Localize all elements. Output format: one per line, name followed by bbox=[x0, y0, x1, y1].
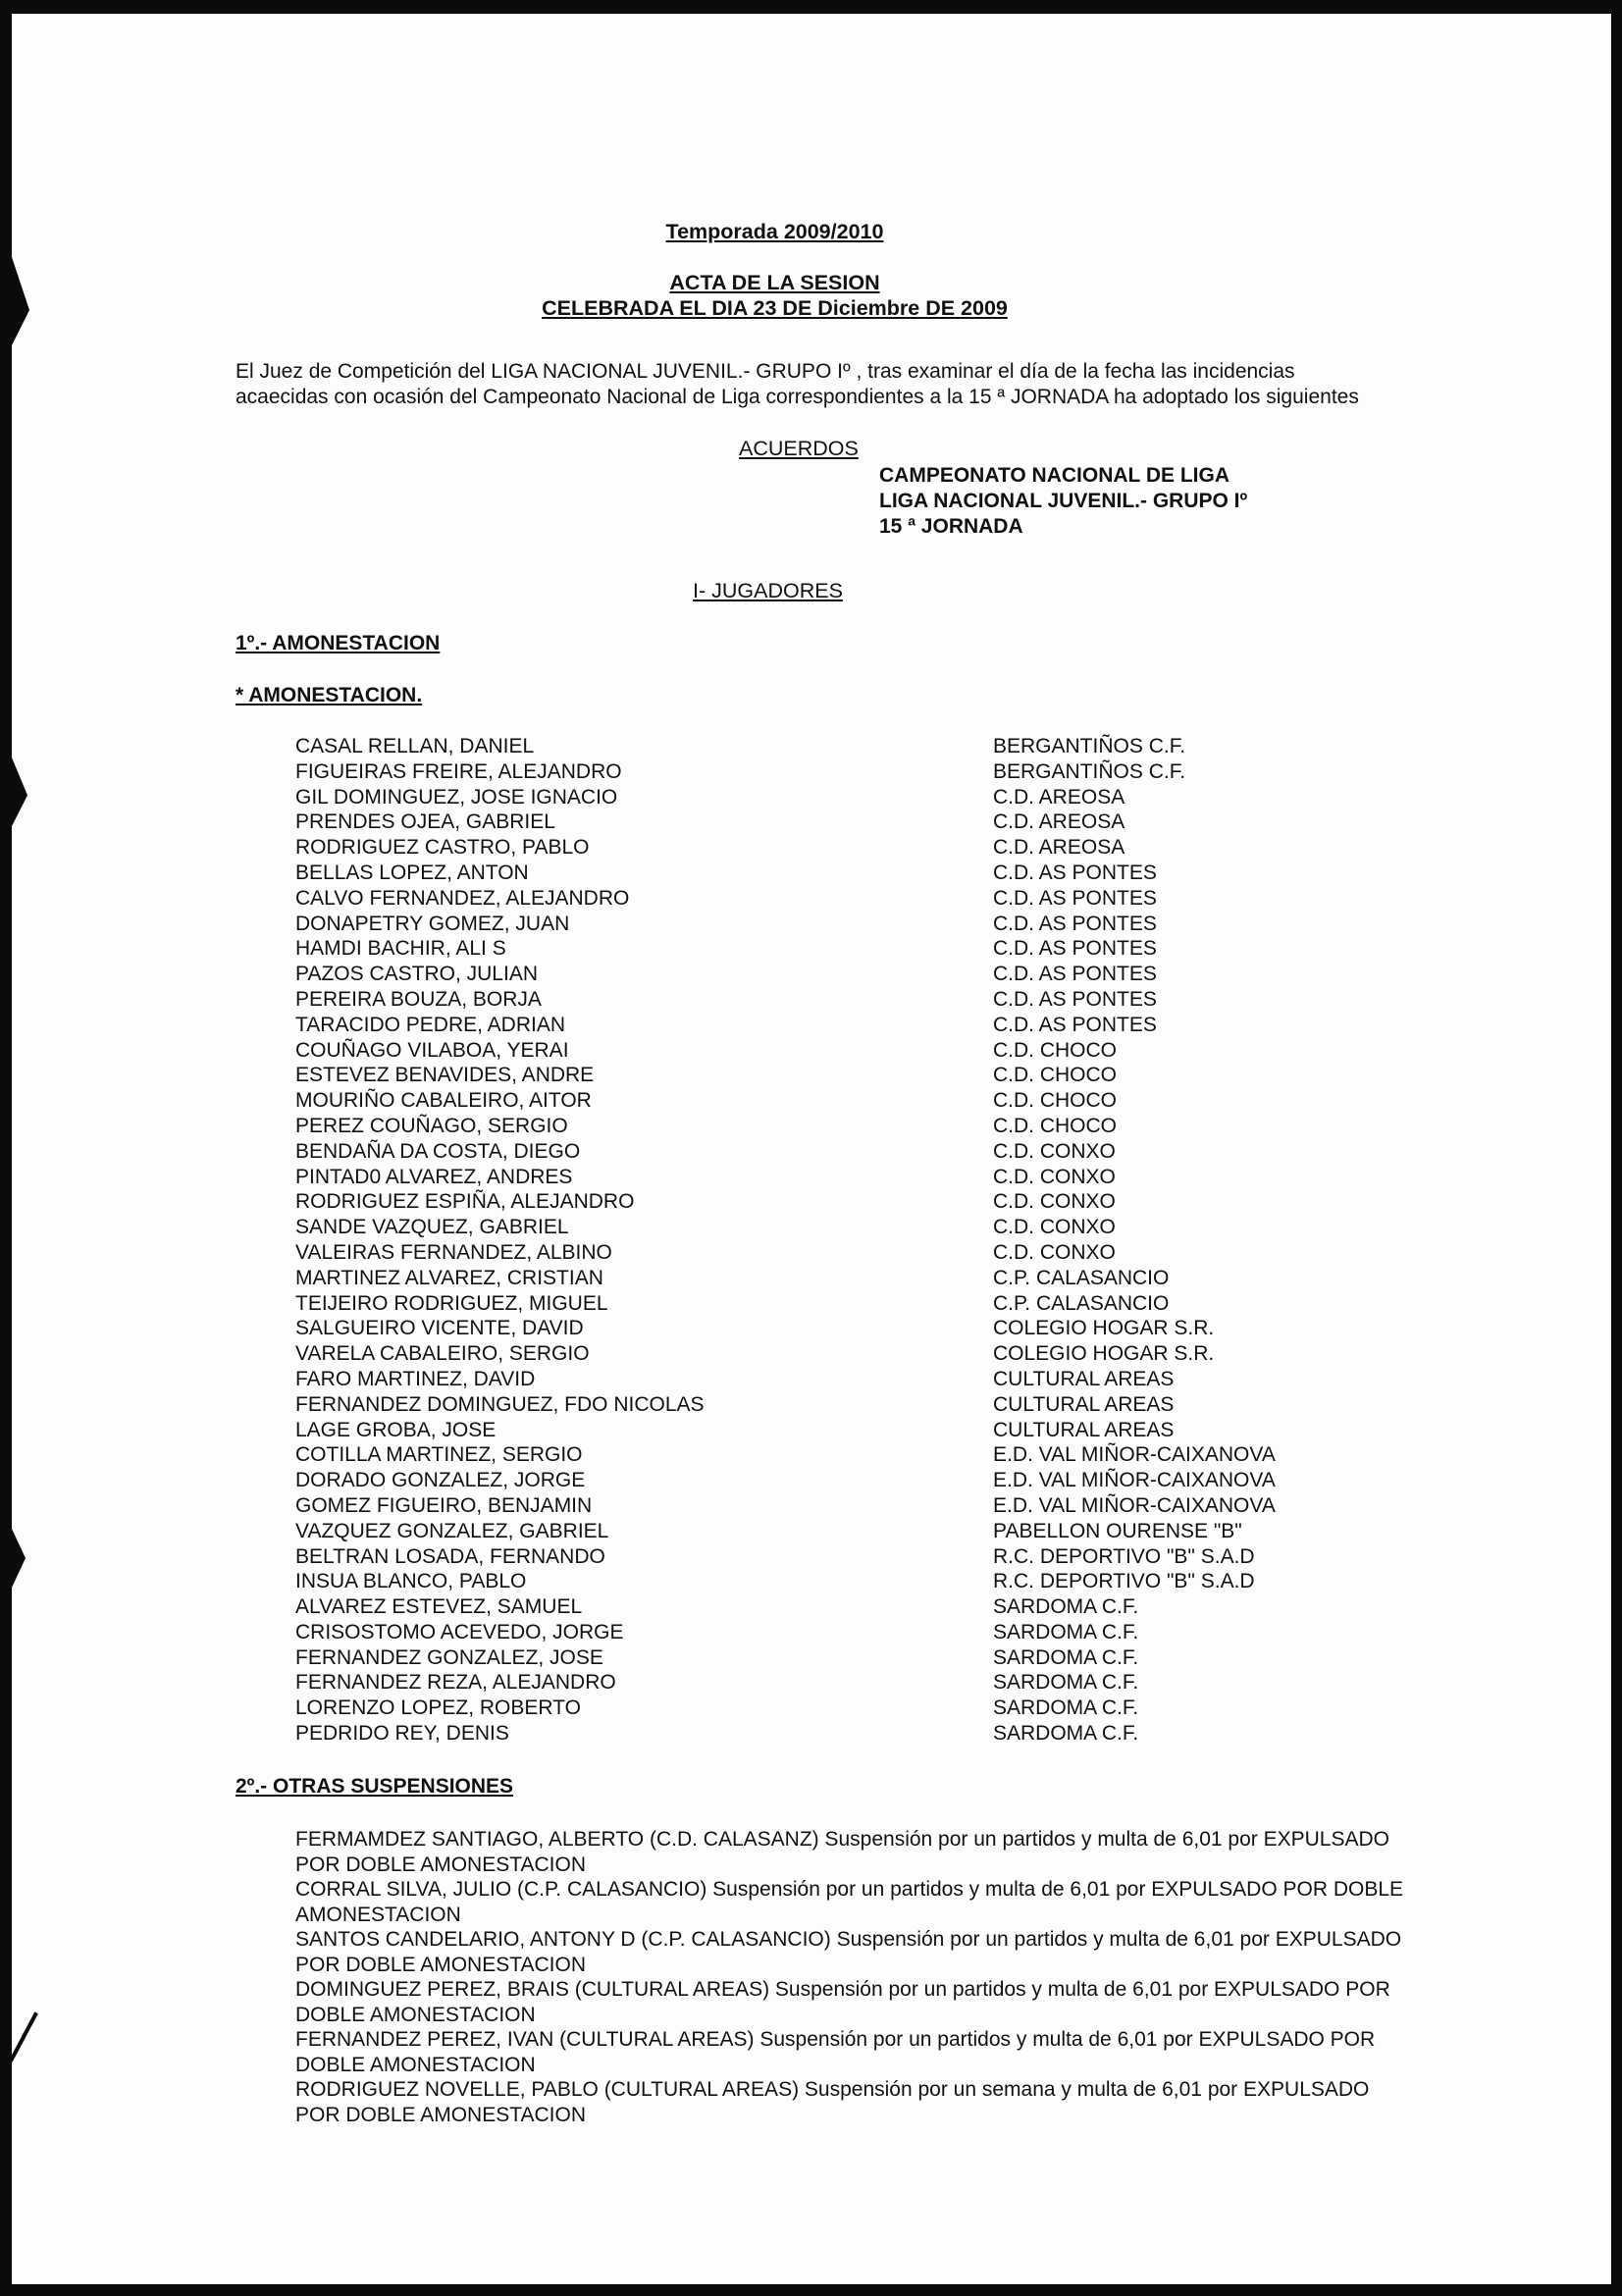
club-name: COLEGIO HOGAR S.R. bbox=[993, 1342, 1215, 1366]
club-name: C.D. AS PONTES bbox=[993, 886, 1157, 910]
player-name: MOURIÑO CABALEIRO, AITOR bbox=[295, 1089, 592, 1113]
player-name: SANDE VAZQUEZ, GABRIEL bbox=[295, 1216, 569, 1239]
club-name: COLEGIO HOGAR S.R. bbox=[993, 1317, 1215, 1340]
table-row bbox=[295, 861, 1375, 886]
section-2-title: 2º.- OTRAS SUSPENSIONES bbox=[235, 1775, 514, 1798]
suspension-line: FERMAMDEZ SANTIAGO, ALBERTO (C.D. CALASANZ) Suspensión por un partidos y multa de 6,01 por EXPULSADO bbox=[295, 1828, 1389, 1851]
club-name: C.D. CHOCO bbox=[993, 1064, 1117, 1087]
player-name: BELTRAN LOSADA, FERNANDO bbox=[295, 1544, 605, 1568]
table-row bbox=[295, 1645, 1375, 1671]
table-row bbox=[295, 1341, 1375, 1367]
player-name: MARTINEZ ALVAREZ, CRISTIAN bbox=[295, 1266, 603, 1289]
table-row bbox=[295, 1165, 1375, 1190]
table-row bbox=[295, 1442, 1375, 1468]
club-name: CULTURAL AREAS bbox=[993, 1367, 1175, 1390]
table-row bbox=[295, 1670, 1375, 1696]
player-name: CASAL RELLAN, DANIEL bbox=[295, 735, 535, 757]
table-row bbox=[295, 1544, 1375, 1570]
suspension-line: DOBLE AMONESTACION bbox=[295, 2053, 536, 2076]
club-name: C.D. CHOCO bbox=[993, 1038, 1117, 1062]
table-row bbox=[295, 1189, 1375, 1215]
player-name: DONAPETRY GOMEZ, JUAN bbox=[295, 912, 570, 935]
club-name: CULTURAL AREAS bbox=[993, 1418, 1175, 1441]
table-row bbox=[295, 1013, 1375, 1038]
player-name: HAMDI BACHIR, ALI S bbox=[295, 937, 506, 961]
championship-line: 15 ª JORNADA bbox=[879, 515, 1023, 538]
table-row bbox=[295, 1063, 1375, 1088]
player-name: PEREZ COUÑAGO, SERGIO bbox=[295, 1114, 568, 1137]
player-name: CALVO FERNANDEZ, ALEJANDRO bbox=[295, 886, 630, 910]
suspension-line: POR DOBLE AMONESTACION bbox=[295, 1852, 586, 1876]
table-row bbox=[295, 1519, 1375, 1544]
player-name: INSUA BLANCO, PABLO bbox=[295, 1570, 527, 1593]
club-name: CULTURAL AREAS bbox=[993, 1392, 1175, 1416]
suspension-line: FERNANDEZ PEREZ, IVAN (CULTURAL AREAS) Suspensión por un partidos y multa de 6,01 por EXPULSADO POR bbox=[295, 2028, 1376, 2051]
document-page bbox=[12, 14, 1611, 2284]
intro-line: acaecidas con ocasión del Campeonato Nacional de Liga correspondientes a la 15 ª JORNADA ha adoptado los siguientes bbox=[235, 386, 1359, 408]
table-row bbox=[295, 1620, 1375, 1645]
table-row bbox=[295, 936, 1375, 962]
table-row bbox=[295, 1240, 1375, 1266]
club-name: E.D. VAL MIÑOR-CAIXANOVA bbox=[993, 1443, 1276, 1467]
player-name: FIGUEIRAS FREIRE, ALEJANDRO bbox=[295, 759, 622, 783]
player-name: CRISOSTOMO ACEVEDO, JORGE bbox=[295, 1620, 624, 1644]
player-name: FERNANDEZ REZA, ALEJANDRO bbox=[295, 1671, 616, 1695]
club-name: SARDOMA C.F. bbox=[993, 1671, 1139, 1695]
suspension-line: RODRIGUEZ NOVELLE, PABLO (CULTURAL AREAS) Suspensión por un semana y multa de 6,01 por EXPULSADO bbox=[295, 2078, 1370, 2101]
suspensiones-list bbox=[295, 1827, 1512, 2127]
table-row bbox=[295, 835, 1375, 861]
player-name: PEREIRA BOUZA, BORJA bbox=[295, 987, 542, 1011]
table-row bbox=[295, 886, 1375, 912]
player-name: LORENZO LOPEZ, ROBERTO bbox=[295, 1696, 581, 1720]
club-name: PABELLON OURENSE "B" bbox=[993, 1519, 1242, 1542]
club-name: C.D. AS PONTES bbox=[993, 912, 1157, 935]
player-name: TARACIDO PEDRE, ADRIAN bbox=[295, 1013, 565, 1036]
player-name: ESTEVEZ BENAVIDES, ANDRE bbox=[295, 1064, 595, 1087]
player-name: FARO MARTINEZ, DAVID bbox=[295, 1367, 536, 1390]
club-name: C.D. AS PONTES bbox=[993, 861, 1157, 884]
player-name: FERNANDEZ DOMINGUEZ, FDO NICOLAS bbox=[295, 1392, 705, 1416]
acta-title: ACTA DE LA SESION bbox=[669, 271, 880, 294]
club-name: C.D. CHOCO bbox=[993, 1089, 1117, 1113]
club-name: R.C. DEPORTIVO "B" S.A.D bbox=[993, 1544, 1255, 1568]
suspension-line: POR DOBLE AMONESTACION bbox=[295, 1953, 586, 1976]
intro-line: El Juez de Competición del LIGA NACIONAL JUVENIL.- GRUPO Iº , tras examinar el día de la fecha las incidencias bbox=[235, 360, 1295, 383]
club-name: R.C. DEPORTIVO "B" S.A.D bbox=[993, 1570, 1255, 1593]
table-row bbox=[295, 1291, 1375, 1317]
player-name: RODRIGUEZ CASTRO, PABLO bbox=[295, 836, 590, 860]
player-name: DORADO GONZALEZ, JORGE bbox=[295, 1469, 586, 1492]
acta-subtitle: CELEBRADA EL DIA 23 DE Diciembre DE 2009 bbox=[542, 296, 1008, 320]
player-name: VARELA CABALEIRO, SERGIO bbox=[295, 1342, 590, 1366]
player-name: SALGUEIRO VICENTE, DAVID bbox=[295, 1317, 584, 1340]
player-name: TEIJEIRO RODRIGUEZ, MIGUEL bbox=[295, 1291, 608, 1315]
player-name: COUÑAGO VILABOA, YERAI bbox=[295, 1038, 569, 1062]
suspension-line: CORRAL SILVA, JULIO (C.P. CALASANCIO) Suspensión por un partidos y multa de 6,01 por EXPULSADO POR DOBLE bbox=[295, 1878, 1404, 1901]
club-name: BERGANTIÑOS C.F. bbox=[993, 735, 1186, 757]
suspension-line: SANTOS CANDELARIO, ANTONY D (C.P. CALASANCIO) Suspensión por un partidos y multa de 6,01 por EXPULSADO bbox=[295, 1928, 1402, 1951]
club-name: SARDOMA C.F. bbox=[993, 1696, 1139, 1720]
acuerdos-heading: ACUERDOS bbox=[739, 437, 859, 460]
club-name: SARDOMA C.F. bbox=[993, 1722, 1139, 1746]
club-name: C.D. AS PONTES bbox=[993, 1013, 1157, 1036]
table-row bbox=[295, 1215, 1375, 1240]
club-name: C.D. AREOSA bbox=[993, 810, 1125, 834]
player-name: VAZQUEZ GONZALEZ, GABRIEL bbox=[295, 1519, 609, 1542]
table-row bbox=[295, 1114, 1375, 1139]
club-name: SARDOMA C.F. bbox=[993, 1595, 1139, 1619]
club-name: C.D. CONXO bbox=[993, 1165, 1116, 1188]
table-row bbox=[295, 1569, 1375, 1594]
club-name: C.D. AS PONTES bbox=[993, 937, 1157, 961]
table-row bbox=[295, 785, 1375, 810]
player-name: LAGE GROBA, JOSE bbox=[295, 1418, 497, 1441]
table-row bbox=[295, 962, 1375, 987]
table-row bbox=[295, 1316, 1375, 1341]
table-row bbox=[295, 1418, 1375, 1443]
suspension-line: DOMINGUEZ PEREZ, BRAIS (CULTURAL AREAS) Suspensión por un partidos y multa de 6,01 por EXPULSADO POR bbox=[295, 1978, 1390, 2001]
suspension-line: AMONESTACION bbox=[295, 1903, 461, 1926]
suspension-line: POR DOBLE AMONESTACION bbox=[295, 2103, 586, 2126]
table-row bbox=[295, 987, 1375, 1013]
table-row bbox=[295, 759, 1375, 785]
player-name: PINTAD0 ALVAREZ, ANDRES bbox=[295, 1165, 573, 1188]
table-row bbox=[295, 1266, 1375, 1291]
table-row bbox=[295, 1392, 1375, 1418]
club-name: C.P. CALASANCIO bbox=[993, 1266, 1170, 1289]
table-row bbox=[295, 809, 1375, 835]
club-name: SARDOMA C.F. bbox=[993, 1620, 1139, 1644]
player-name: BENDAÑA DA COSTA, DIEGO bbox=[295, 1139, 581, 1163]
suspension-line: DOBLE AMONESTACION bbox=[295, 2003, 536, 2026]
club-name: E.D. VAL MIÑOR-CAIXANOVA bbox=[993, 1469, 1276, 1492]
club-name: C.D. CHOCO bbox=[993, 1114, 1117, 1137]
table-row bbox=[295, 1088, 1375, 1114]
club-name: C.D. CONXO bbox=[993, 1190, 1116, 1214]
table-row bbox=[295, 1468, 1375, 1493]
championship-block bbox=[879, 463, 1247, 540]
player-name: ALVAREZ ESTEVEZ, SAMUEL bbox=[295, 1595, 583, 1619]
table-row bbox=[295, 1139, 1375, 1165]
club-name: C.D. AREOSA bbox=[993, 836, 1125, 860]
club-name: C.D. CONXO bbox=[993, 1139, 1116, 1163]
intro-paragraph bbox=[235, 359, 1511, 410]
season-title: Temporada 2009/2010 bbox=[665, 220, 884, 243]
club-name: C.D. AREOSA bbox=[993, 785, 1125, 809]
table-row bbox=[295, 1038, 1375, 1064]
table-row bbox=[295, 1594, 1375, 1620]
club-name: E.D. VAL MIÑOR-CAIXANOVA bbox=[993, 1493, 1276, 1517]
section-1-title: 1º.- AMONESTACION bbox=[235, 632, 441, 654]
club-name: C.P. CALASANCIO bbox=[993, 1291, 1170, 1315]
club-name: C.D. CONXO bbox=[993, 1216, 1116, 1239]
amonestacion-list bbox=[295, 734, 1375, 1747]
club-name: BERGANTIÑOS C.F. bbox=[993, 759, 1186, 783]
table-row bbox=[295, 734, 1375, 759]
club-name: C.D. AS PONTES bbox=[993, 987, 1157, 1011]
player-name: GOMEZ FIGUEIRO, BENJAMIN bbox=[295, 1493, 593, 1517]
player-name: RODRIGUEZ ESPIÑA, ALEJANDRO bbox=[295, 1190, 635, 1214]
player-name: PEDRIDO REY, DENIS bbox=[295, 1722, 509, 1746]
table-row bbox=[295, 1721, 1375, 1747]
club-name: SARDOMA C.F. bbox=[993, 1645, 1139, 1669]
championship-line: LIGA NACIONAL JUVENIL.- GRUPO Iº bbox=[879, 490, 1248, 512]
club-name: C.D. CONXO bbox=[993, 1240, 1116, 1264]
player-name: BELLAS LOPEZ, ANTON bbox=[295, 861, 529, 884]
player-name: PRENDES OJEA, GABRIEL bbox=[295, 810, 555, 834]
table-row bbox=[295, 912, 1375, 937]
player-name: PAZOS CASTRO, JULIAN bbox=[295, 963, 538, 986]
player-name: COTILLA MARTINEZ, SERGIO bbox=[295, 1443, 583, 1467]
table-row bbox=[295, 1493, 1375, 1519]
section-1-subtitle: * AMONESTACION. bbox=[235, 684, 423, 706]
jugadores-heading: I- JUGADORES bbox=[693, 579, 843, 602]
player-name: FERNANDEZ GONZALEZ, JOSE bbox=[295, 1645, 603, 1669]
player-name: GIL DOMINGUEZ, JOSE IGNACIO bbox=[295, 785, 618, 809]
club-name: C.D. AS PONTES bbox=[993, 963, 1157, 986]
championship-line: CAMPEONATO NACIONAL DE LIGA bbox=[879, 464, 1230, 487]
table-row bbox=[295, 1696, 1375, 1721]
player-name: VALEIRAS FERNANDEZ, ALBINO bbox=[295, 1240, 612, 1264]
table-row bbox=[295, 1367, 1375, 1392]
